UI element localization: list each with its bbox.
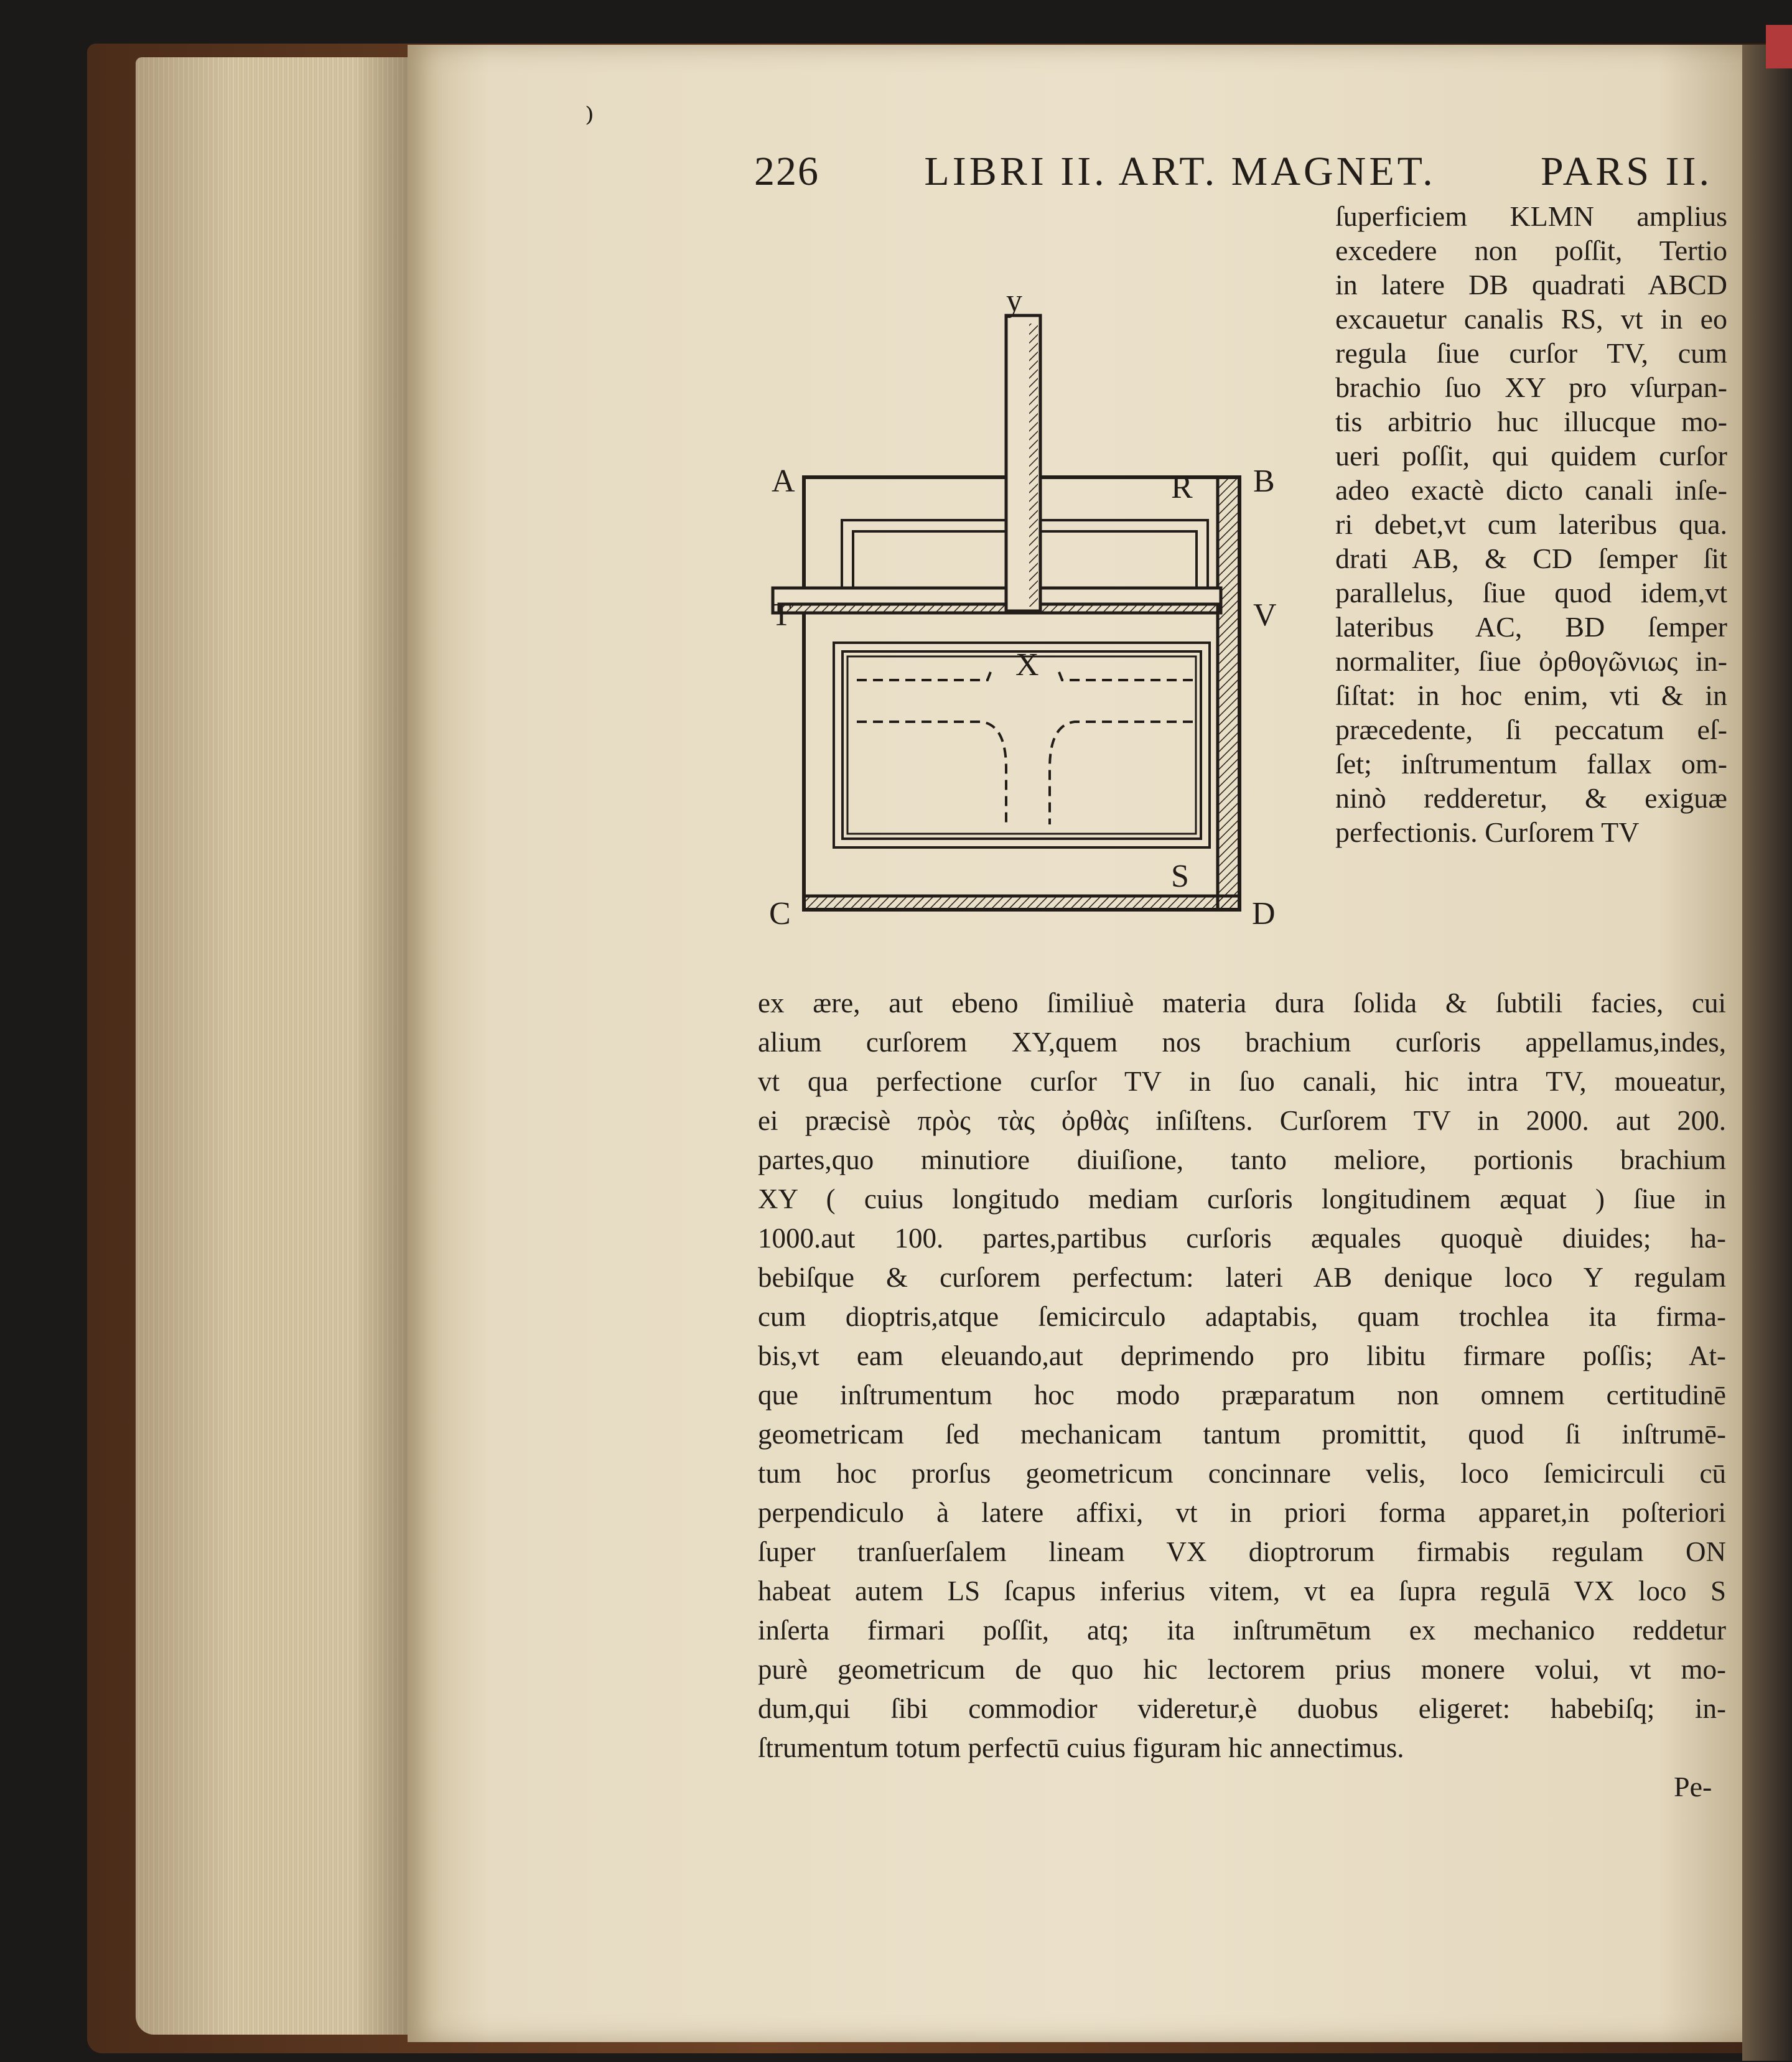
body-text-line: habeat autem LS ſcapus inferius vitem, vt ea ſupra regulā VX loco S [758, 1575, 1726, 1607]
side-text-line: brachio ſuo XY pro vſurpan- [1335, 371, 1727, 403]
side-text-line: regula ſiue curſor TV, cum [1335, 337, 1727, 369]
running-title: LIBRI II. ART. MAGNET. [924, 149, 1436, 194]
body-text-line: ex ære, aut ebeno ſimiliuè materia dura ſolida & ſubtili facies, cui [758, 987, 1726, 1019]
body-text-line: vt qua perfectione curſor TV in ſuo canali, hic intra TV, moueatur, [758, 1066, 1726, 1097]
page-number: 226 [754, 149, 819, 194]
side-text-line: ſet; inſtrumentum fallax om- [1335, 748, 1727, 780]
side-text-line: ueri poſſit, qui quidem curſor [1335, 440, 1727, 472]
catchword: Pe- [1674, 1771, 1712, 1803]
label-s: S [1171, 859, 1189, 894]
body-text-line: ei præcisè πρὸς τὰς ὀρθὰς inſiſtens. Curſorem TV in 2000. aut 200. [758, 1105, 1726, 1136]
body-text-line: alium curſorem XY,quem nos brachium curſoris appellamus,indes, [758, 1027, 1726, 1058]
running-head [754, 148, 1712, 198]
body-text-line: cum dioptris,atque ſemicirculo adaptabis, quam trochlea ita firma- [758, 1301, 1726, 1332]
side-text-line: normaliter, ſiue ὀρθογῶνιως in- [1335, 645, 1727, 677]
ink-mark: ⁾ [585, 101, 594, 142]
side-text-line: parallelus, ſiue quod idem,vt [1335, 577, 1727, 609]
body-text-line: ſuper tranſuerſalem lineam VX dioptrorum firmabis regulam ON [758, 1536, 1726, 1567]
label-a: A [772, 464, 795, 499]
body-text-line: 1000.aut 100. partes,partibus curſoris æquales quoquè diuides; ha- [758, 1223, 1726, 1254]
label-y: y [1006, 283, 1022, 319]
side-text-line: adeo exactè dicto canali inſe- [1335, 474, 1727, 506]
side-text-line: ſiſtat: in hoc enim, vti & in [1335, 679, 1727, 711]
body-text-line: que inſtrumentum hoc modo præparatum non omnem certitudinē [758, 1379, 1726, 1411]
side-text-line: excauetur canalis RS, vt in eo [1335, 303, 1727, 335]
body-text-line: perpendiculo à latere affixi, vt in priori forma apparet,in poſteriori [758, 1497, 1726, 1528]
label-r: R [1171, 470, 1193, 505]
body-text-line: XY ( cuius longitudo mediam curſoris longitudinem æquat ) ſiue in [758, 1183, 1726, 1215]
body-text-line: bis,vt eam eleuando,aut deprimendo pro libitu firmare poſſis; At- [758, 1340, 1726, 1371]
label-x: X [1015, 647, 1039, 683]
body-text-line: partes,quo minutiore diuiſione, tanto meliore, portionis brachium [758, 1144, 1726, 1175]
label-d: D [1252, 896, 1276, 931]
side-text-line: perfectionis. Curſorem TV [1335, 816, 1640, 848]
running-part: PARS II. [1541, 149, 1712, 194]
side-text-line: tis arbitrio huc illucque mo- [1335, 406, 1727, 437]
instrument-figure [760, 277, 1308, 943]
side-text-line: excedere non poſſit, Tertio [1335, 235, 1727, 266]
side-text-line: ri debet,vt cum lateribus qua. [1335, 508, 1727, 540]
body-text-line: inſerta firmari poſſit, atq; ita inſtrumētum ex mechanico reddetur [758, 1615, 1726, 1646]
body-text-line: bebiſque & curſorem perfectum: lateri AB denique loco Y regulam [758, 1262, 1726, 1293]
label-c: C [769, 896, 791, 931]
side-text-line: præcedente, ſi peccatum eſ- [1335, 714, 1727, 745]
side-text-line: lateribus AC, BD ſemper [1335, 611, 1727, 643]
side-text-line: in latere DB quadrati ABCD [1335, 269, 1727, 301]
dashed-middle [857, 722, 1193, 824]
label-b: B [1253, 464, 1275, 499]
body-text-line: tum hoc prorſus geometricum concinnare velis, loco ſemicirculi cū [758, 1458, 1726, 1489]
page-edges [136, 57, 409, 2035]
body-text-line: ſtrumentum totum perfectū cuius figuram hic annectimus. [758, 1732, 1404, 1763]
facing-page-edge [1766, 25, 1792, 68]
body-text-line: purè geometricum de quo hic lectorem prius monere volui, vt mo- [758, 1654, 1726, 1685]
book-gutter [1742, 45, 1792, 2061]
bottom-bar [804, 896, 1239, 910]
side-text-line: ninò redderetur, & exiguæ [1335, 782, 1727, 814]
label-v: V [1253, 597, 1277, 633]
body-text-line: geometricam ſed mechanicam tantum promittit, quod ſi inſtrumē- [758, 1419, 1726, 1450]
label-t: T [772, 597, 791, 633]
canal-rs [1218, 477, 1239, 910]
side-text-line: drati AB, & CD ſemper ſit [1335, 543, 1727, 574]
body-text-line: dum,qui ſibi commodior videretur,è duobus eligeret: habebiſq; in- [758, 1693, 1726, 1724]
side-text-line: ſuperficiem KLMN amplius [1335, 200, 1727, 232]
